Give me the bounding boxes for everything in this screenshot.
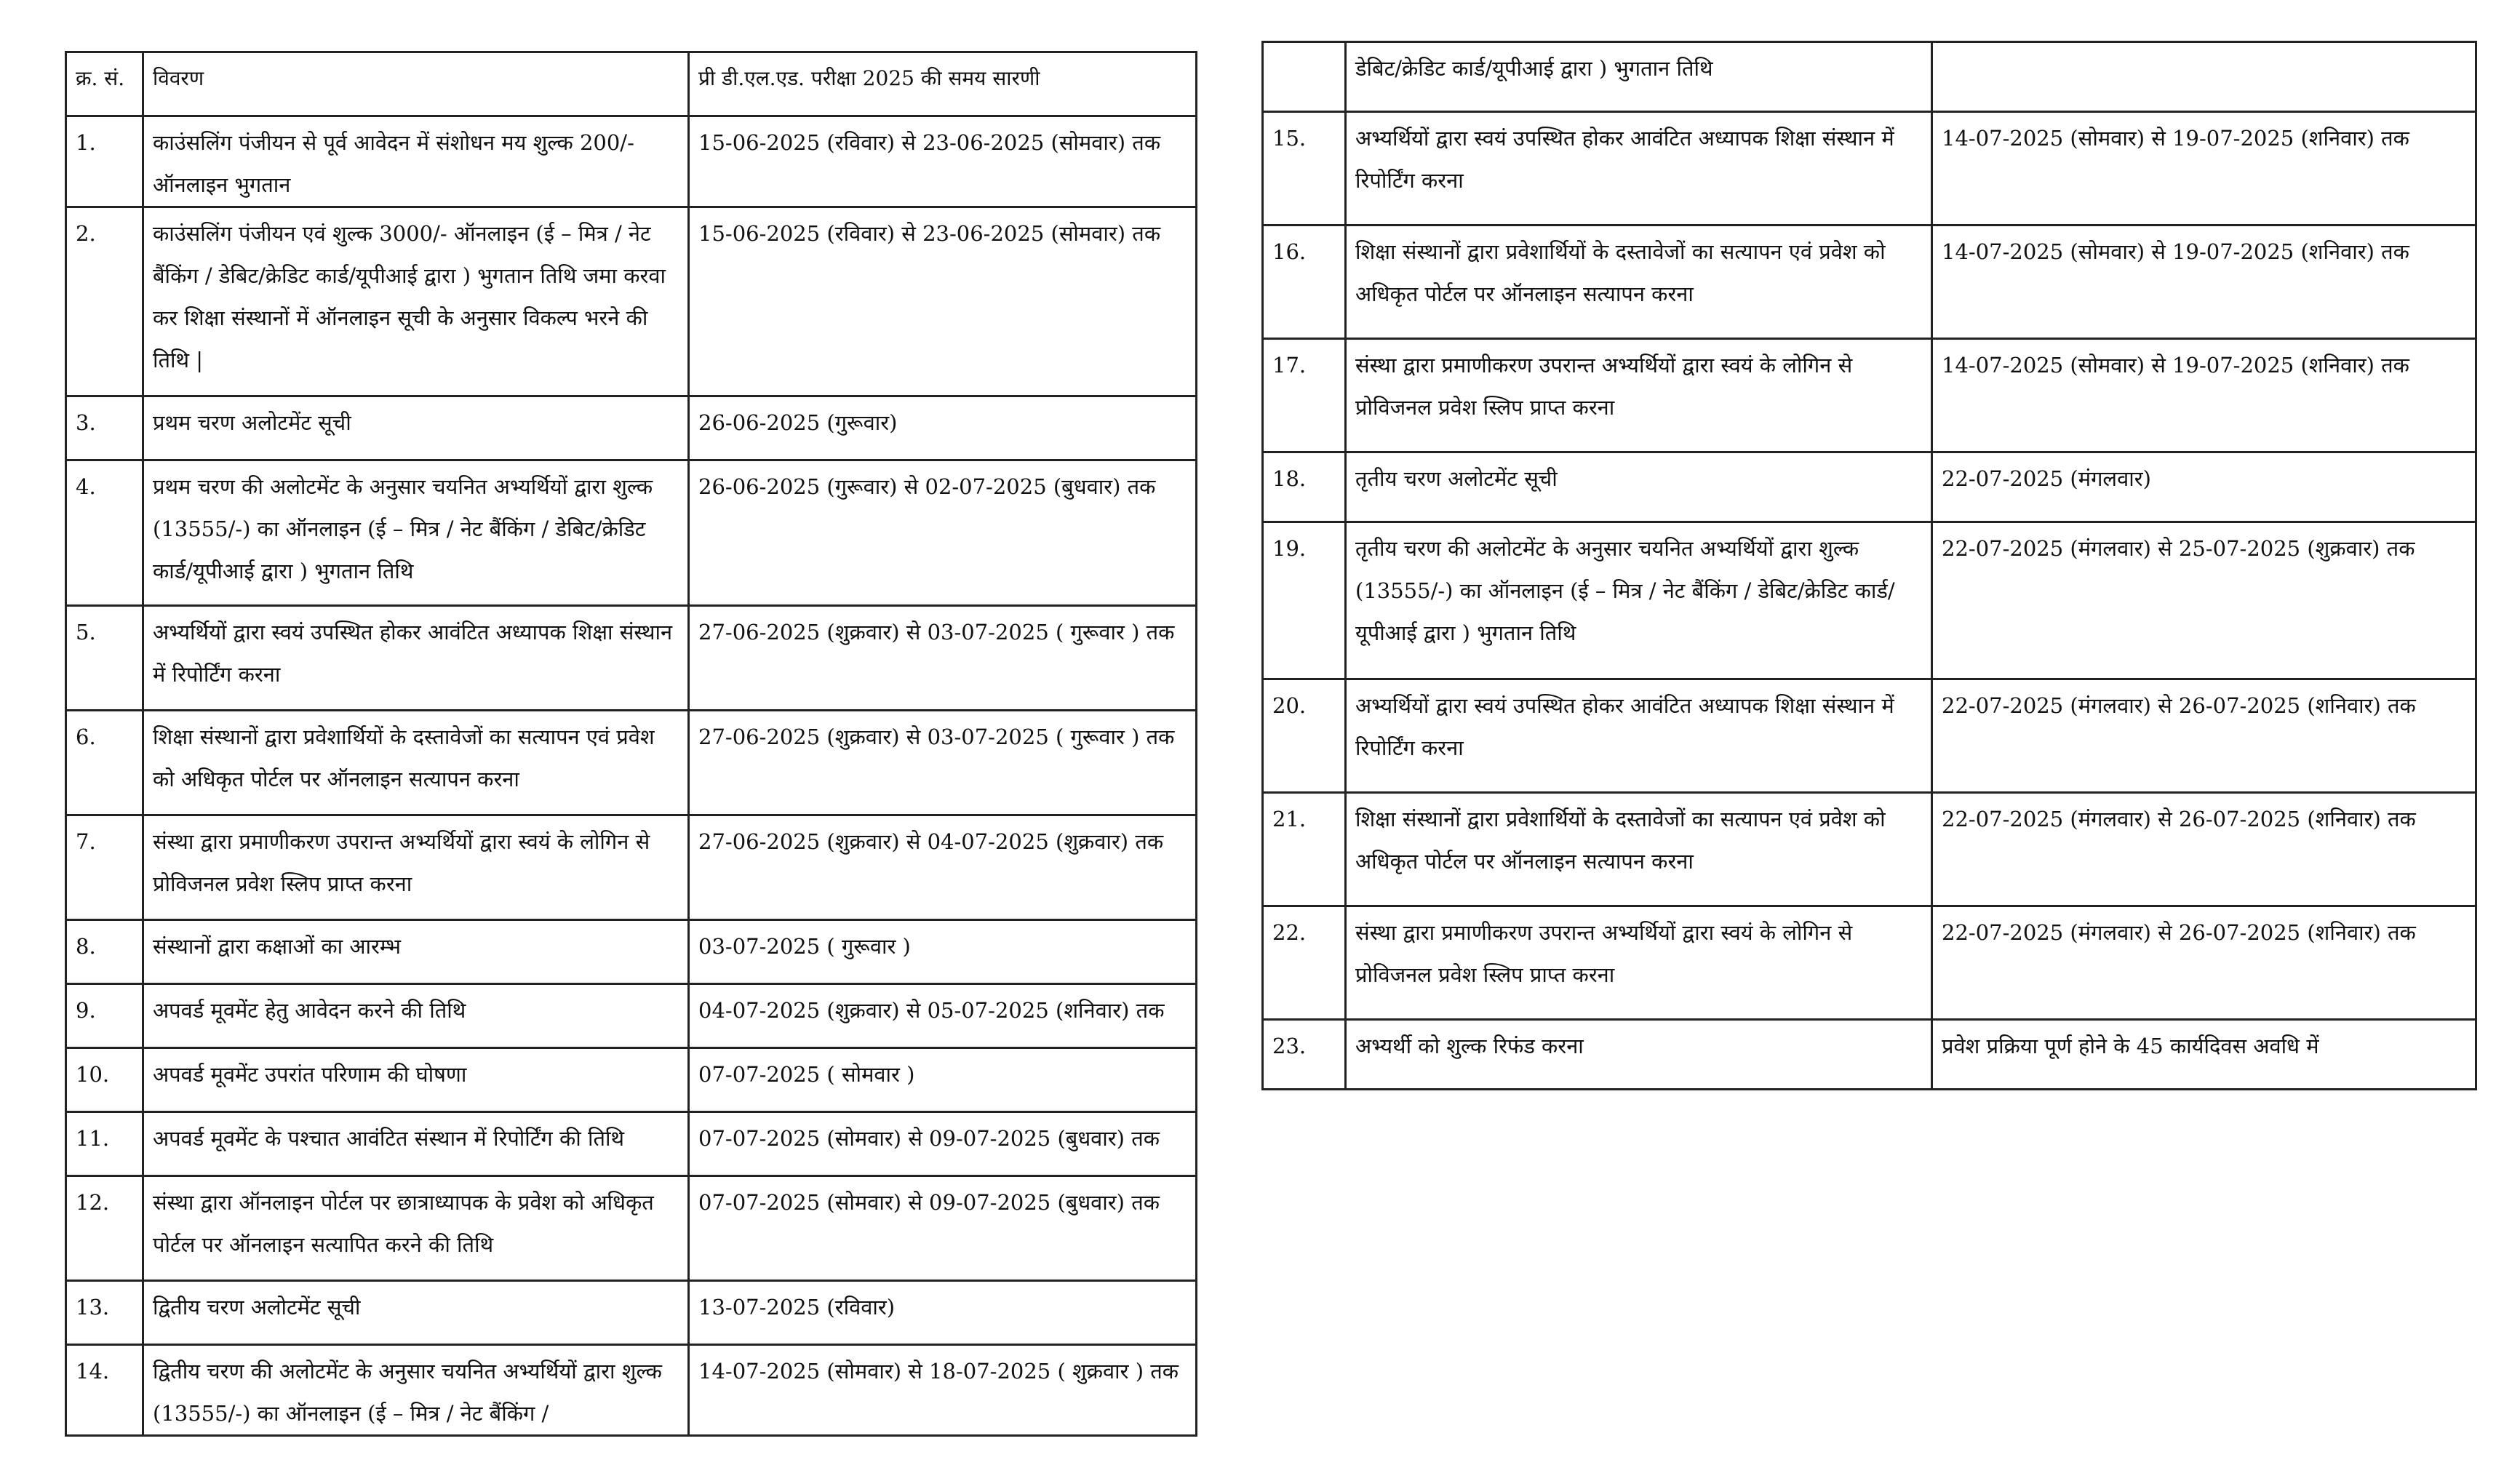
row-description: शिक्षा संस्थानों द्वारा प्रवेशार्थियों के दस्तावेजों का सत्यापन एवं प्रवेश को अधिकृत पोर्टल पर ऑनलाइन सत्यापन करना (1346, 793, 1932, 906)
row-description: काउंसलिंग पंजीयन से पूर्व आवेदन में संशोधन मय शुल्क 200/- ऑनलाइन भुगतान (143, 116, 689, 207)
row-date: 14-07-2025 (सोमवार) से 19-07-2025 (शनिवार) तक (1932, 339, 2476, 452)
header-description: विवरण (143, 52, 689, 116)
schedule-table-left (65, 51, 1197, 1437)
table-row (1263, 679, 2476, 793)
table-row-continuation (1263, 42, 2476, 112)
row-date: 22-07-2025 (मंगलवार) से 26-07-2025 (शनिवार) तक (1932, 906, 2476, 1020)
row-description: डेबिट/क्रेडिट कार्ड/यूपीआई द्वारा ) भुगतान तिथि (1346, 42, 1932, 112)
row-sno: 22. (1263, 906, 1346, 1020)
table-row (66, 207, 1197, 396)
row-date: 14-07-2025 (सोमवार) से 19-07-2025 (शनिवार) तक (1932, 112, 2476, 225)
row-sno: 17. (1263, 339, 1346, 452)
row-date: 22-07-2025 (मंगलवार) से 26-07-2025 (शनिवार) तक (1932, 793, 2476, 906)
row-description: तृतीय चरण अलोटमेंट सूची (1346, 452, 1932, 522)
row-date: 22-07-2025 (मंगलवार) (1932, 452, 2476, 522)
header-schedule: प्री डी.एल.एड. परीक्षा 2025 की समय सारणी (689, 52, 1197, 116)
table-row (1263, 522, 2476, 679)
row-date: 07-07-2025 (सोमवार) से 09-07-2025 (बुधवार) तक (689, 1176, 1197, 1281)
row-sno (1263, 42, 1346, 112)
row-sno: 14. (66, 1345, 143, 1436)
row-description: शिक्षा संस्थानों द्वारा प्रवेशार्थियों के दस्तावेजों का सत्यापन एवं प्रवेश को अधिकृत पोर्टल पर ऑनलाइन सत्यापन करना (1346, 225, 1932, 339)
row-date: 27-06-2025 (शुक्रवार) से 03-07-2025 ( गुरूवार ) तक (689, 606, 1197, 711)
table-row (66, 711, 1197, 815)
row-date: 13-07-2025 (रविवार) (689, 1281, 1197, 1345)
row-sno: 10. (66, 1048, 143, 1112)
table-row (66, 460, 1197, 606)
row-date: 26-06-2025 (गुरूवार) से 02-07-2025 (बुधवार) तक (689, 460, 1197, 606)
row-description: अभ्यर्थी को शुल्क रिफंड करना (1346, 1020, 1932, 1090)
row-sno: 16. (1263, 225, 1346, 339)
table-row (66, 984, 1197, 1048)
table-row (66, 920, 1197, 984)
row-sno: 6. (66, 711, 143, 815)
row-description: प्रथम चरण की अलोटमेंट के अनुसार चयनित अभ्यर्थियों द्वारा शुल्क (13555/-) का ऑनलाइन (ई – मित्र / नेट बैंकिंग / डेबिट/क्रेडिट कार्ड/यूपीआई द्वारा ) भुगतान तिथि (143, 460, 689, 606)
row-description: काउंसलिंग पंजीयन एवं शुल्क 3000/- ऑनलाइन (ई – मित्र / नेट बैंकिंग / डेबिट/क्रेडिट कार्ड/यूपीआई द्वारा ) भुगतान तिथि जमा करवा कर शिक्षा संस्थानों में ऑनलाइन सूची के अनुसार विकल्प भरने की तिथि | (143, 207, 689, 396)
row-description: संस्था द्वारा ऑनलाइन पोर्टल पर छात्राध्यापक के प्रवेश को अधिकृत पोर्टल पर ऑनलाइन सत्यापित करने की तिथि (143, 1176, 689, 1281)
row-description: अभ्यर्थियों द्वारा स्वयं उपस्थित होकर आवंटित अध्यापक शिक्षा संस्थान में रिपोर्टिंग करना (1346, 679, 1932, 793)
row-date: 27-06-2025 (शुक्रवार) से 04-07-2025 (शुक्रवार) तक (689, 815, 1197, 920)
row-date: 14-07-2025 (सोमवार) से 18-07-2025 ( शुक्रवार ) तक (689, 1345, 1197, 1436)
row-date: प्रवेश प्रक्रिया पूर्ण होने के 45 कार्यदिवस अवधि में (1932, 1020, 2476, 1090)
row-sno: 23. (1263, 1020, 1346, 1090)
row-description: संस्था द्वारा प्रमाणीकरण उपरान्त अभ्यर्थियों द्वारा स्वयं के लोगिन से प्रोविजनल प्रवेश स्लिप प्राप्त करना (1346, 339, 1932, 452)
row-description: संस्थानों द्वारा कक्षाओं का आरम्भ (143, 920, 689, 984)
row-sno: 18. (1263, 452, 1346, 522)
row-description: शिक्षा संस्थानों द्वारा प्रवेशार्थियों के दस्तावेजों का सत्यापन एवं प्रवेश को अधिकृत पोर्टल पर ऑनलाइन सत्यापन करना (143, 711, 689, 815)
table-row (66, 396, 1197, 460)
table-row (66, 116, 1197, 207)
row-date: 27-06-2025 (शुक्रवार) से 03-07-2025 ( गुरूवार ) तक (689, 711, 1197, 815)
row-date: 03-07-2025 ( गुरूवार ) (689, 920, 1197, 984)
table-row (1263, 339, 2476, 452)
table-row (1263, 112, 2476, 225)
row-description: द्वितीय चरण अलोटमेंट सूची (143, 1281, 689, 1345)
row-date (1932, 42, 2476, 112)
schedule-table-right (1261, 41, 2477, 1090)
row-sno: 2. (66, 207, 143, 396)
table-row (66, 1048, 1197, 1112)
table-row (1263, 225, 2476, 339)
row-date: 04-07-2025 (शुक्रवार) से 05-07-2025 (शनिवार) तक (689, 984, 1197, 1048)
table-row (66, 815, 1197, 920)
row-sno: 20. (1263, 679, 1346, 793)
table-row (66, 1176, 1197, 1281)
row-sno: 3. (66, 396, 143, 460)
row-description: संस्था द्वारा प्रमाणीकरण उपरान्त अभ्यर्थियों द्वारा स्वयं के लोगिन से प्रोविजनल प्रवेश स्लिप प्राप्त करना (1346, 906, 1932, 1020)
row-date: 15-06-2025 (रविवार) से 23-06-2025 (सोमवार) तक (689, 207, 1197, 396)
table-row (66, 606, 1197, 711)
row-description: संस्था द्वारा प्रमाणीकरण उपरान्त अभ्यर्थियों द्वारा स्वयं के लोगिन से प्रोविजनल प्रवेश स्लिप प्राप्त करना (143, 815, 689, 920)
row-sno: 21. (1263, 793, 1346, 906)
row-date: 22-07-2025 (मंगलवार) से 26-07-2025 (शनिवार) तक (1932, 679, 2476, 793)
row-description: अपवर्ड मूवमेंट के पश्चात आवंटित संस्थान में रिपोर्टिंग की तिथि (143, 1112, 689, 1176)
header-row (66, 52, 1197, 116)
table-row (1263, 793, 2476, 906)
row-description: प्रथम चरण अलोटमेंट सूची (143, 396, 689, 460)
table-row (1263, 906, 2476, 1020)
row-date: 07-07-2025 ( सोमवार ) (689, 1048, 1197, 1112)
table-row (1263, 1020, 2476, 1090)
table-row (66, 1281, 1197, 1345)
table-row (66, 1112, 1197, 1176)
row-sno: 8. (66, 920, 143, 984)
row-sno: 1. (66, 116, 143, 207)
row-date: 14-07-2025 (सोमवार) से 19-07-2025 (शनिवार) तक (1932, 225, 2476, 339)
row-date: 15-06-2025 (रविवार) से 23-06-2025 (सोमवार) तक (689, 116, 1197, 207)
row-sno: 5. (66, 606, 143, 711)
row-description: तृतीय चरण की अलोटमेंट के अनुसार चयनित अभ्यर्थियों द्वारा शुल्क (13555/-) का ऑनलाइन (ई – मित्र / नेट बैंकिंग / डेबिट/क्रेडिट कार्ड/यूपीआई द्वारा ) भुगतान तिथि (1346, 522, 1932, 679)
row-description: अभ्यर्थियों द्वारा स्वयं उपस्थित होकर आवंटित अध्यापक शिक्षा संस्थान में रिपोर्टिंग करना (1346, 112, 1932, 225)
table-row (66, 1345, 1197, 1436)
row-sno: 9. (66, 984, 143, 1048)
row-sno: 11. (66, 1112, 143, 1176)
row-description: अपवर्ड मूवमेंट उपरांत परिणाम की घोषणा (143, 1048, 689, 1112)
row-date: 26-06-2025 (गुरूवार) (689, 396, 1197, 460)
row-date: 07-07-2025 (सोमवार) से 09-07-2025 (बुधवार) तक (689, 1112, 1197, 1176)
table-row (1263, 452, 2476, 522)
row-date: 22-07-2025 (मंगलवार) से 25-07-2025 (शुक्रवार) तक (1932, 522, 2476, 679)
row-description: द्वितीय चरण की अलोटमेंट के अनुसार चयनित अभ्यर्थियों द्वारा शुल्क (13555/-) का ऑनलाइन (ई – मित्र / नेट बैंकिंग / (143, 1345, 689, 1436)
header-sno: क्र. सं. (66, 52, 143, 116)
row-sno: 12. (66, 1176, 143, 1281)
row-sno: 7. (66, 815, 143, 920)
row-sno: 13. (66, 1281, 143, 1345)
row-description: अपवर्ड मूवमेंट हेतु आवेदन करने की तिथि (143, 984, 689, 1048)
row-sno: 4. (66, 460, 143, 606)
row-description: अभ्यर्थियों द्वारा स्वयं उपस्थित होकर आवंटित अध्यापक शिक्षा संस्थान में रिपोर्टिंग करना (143, 606, 689, 711)
row-sno: 19. (1263, 522, 1346, 679)
row-sno: 15. (1263, 112, 1346, 225)
